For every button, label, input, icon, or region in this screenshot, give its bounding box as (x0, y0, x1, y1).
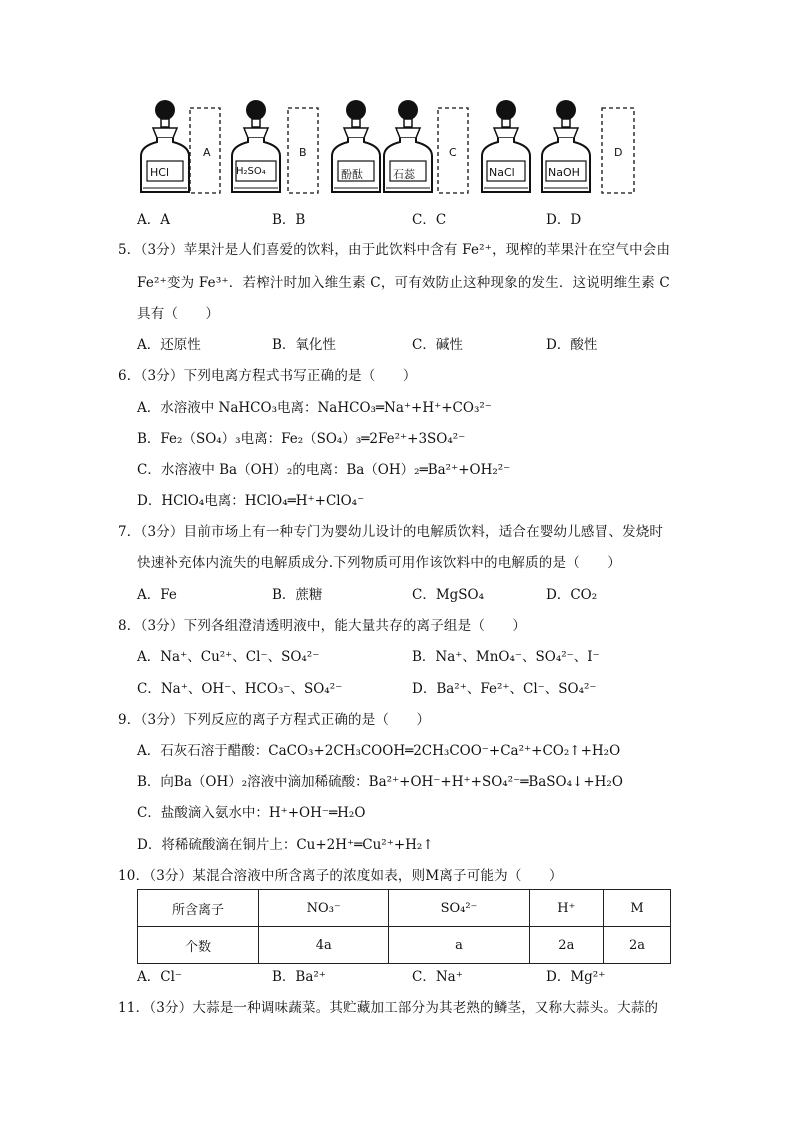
q9-stem: 9．（3分）下列反应的离子方程式正确的是（ ） (118, 712, 431, 728)
table-cell: a (389, 927, 529, 964)
q6-option-d[interactable]: D．HClO₄电离：HClO₄═H⁺+ClO₄⁻ (137, 493, 365, 509)
bottle-label-nacl: NaCl (489, 166, 515, 179)
q9-option-b[interactable]: B．向Ba（OH）₂溶液中滴加稀硫酸：Ba²⁺+OH⁻+H⁺+SO₄²⁻═BaSO₄↓+H₂O (137, 774, 623, 790)
table-cell: 2a (604, 927, 671, 964)
q6-option-c[interactable]: C．水溶液中 Ba（OH）₂的电离：Ba（OH）₂═Ba²⁺+OH₂²⁻ (137, 462, 511, 478)
q7-option-b[interactable]: B．蔗糖 (272, 587, 323, 603)
q5-option-a[interactable]: A．还原性 (137, 337, 201, 353)
table-row (138, 927, 671, 964)
q8-option-b[interactable]: B．Na⁺、MnO₄⁻、SO₄²⁻、I⁻ (412, 649, 600, 665)
q10-option-c[interactable]: C．Na⁺ (412, 969, 463, 985)
q9-option-c[interactable]: C．盐酸滴入氨水中：H⁺+OH⁻═H₂O (137, 805, 366, 821)
q4-option-a[interactable]: A．A (137, 212, 170, 228)
bottle-label-litmus: 石蕊 (393, 168, 415, 181)
q5-option-c[interactable]: C．碱性 (412, 337, 463, 353)
q8-stem: 8．（3分）下列各组澄清透明液中，能大量共存的离子组是（ ） (118, 618, 527, 634)
q10-option-d[interactable]: D．Mg²⁺ (546, 969, 606, 985)
q7-option-a[interactable]: A．Fe (137, 587, 177, 603)
table-cell: SO₄²⁻ (389, 890, 529, 927)
bottle-label-phenolphthalein: 酚酞 (341, 168, 363, 181)
table-cell: H⁺ (529, 890, 604, 927)
bottle-label-hcl: HCl (150, 166, 170, 179)
q5-option-d[interactable]: D．酸性 (546, 337, 598, 353)
q5-stem-line1: 5．（3分）苹果汁是人们喜爱的饮料，由于此饮料中含有 Fe²⁺，现榨的苹果汁在空气中会由 (118, 242, 671, 258)
slot-label-d: D (614, 146, 623, 159)
q11-stem-line1: 11．（3分）大蒜是一种调味蔬菜。其贮藏加工部分为其老熟的鳞茎，又称大蒜头。大蒜的 (118, 1000, 659, 1016)
table-cell: 2a (529, 927, 604, 964)
bottle-label-naoh: NaOH (548, 166, 580, 179)
q8-option-a[interactable]: A．Na⁺、Cu²⁺、Cl⁻、SO₄²⁻ (137, 649, 320, 665)
q5-stem-line3: 具有（ ） (137, 306, 220, 322)
bottle-h2so4 (232, 100, 280, 192)
q4-option-b[interactable]: B．B (272, 212, 306, 228)
q10-option-a[interactable]: A．Cl⁻ (137, 969, 183, 985)
q5-option-b[interactable]: B．氧化性 (272, 337, 336, 353)
table-cell: NO₃⁻ (259, 890, 389, 927)
slot-label-c: C (449, 146, 457, 159)
bottle-label-h2so4: H₂SO₄ (236, 166, 266, 177)
ion-concentration-table (137, 889, 671, 964)
q8-option-d[interactable]: D．Ba²⁺、Fe²⁺、Cl⁻、SO₄²⁻ (412, 681, 597, 697)
slot-label-b: B (299, 146, 307, 159)
q7-option-d[interactable]: D．CO₂ (546, 587, 598, 603)
q9-option-a[interactable]: A．石灰石溶于醋酸：CaCO₃+2CH₃COOH═2CH₃COO⁻+Ca²⁺+CO₂↑+H₂O (137, 743, 621, 759)
q7-stem-line2: 快速补充体内流失的电解质成分.下列物质可用作该饮料中的电解质的是（ ） (137, 555, 621, 571)
q6-option-a[interactable]: A．水溶液中 NaHCO₃电离：NaHCO₃═Na⁺+H⁺+CO₃²⁻ (137, 400, 492, 416)
q8-option-c[interactable]: C．Na⁺、OH⁻、HCO₃⁻、SO₄²⁻ (137, 681, 343, 697)
q4-option-d[interactable]: D．D (546, 212, 582, 228)
table-header-row (138, 890, 671, 927)
q6-stem: 6．（3分）下列电离方程式书写正确的是（ ） (118, 368, 417, 384)
q7-stem-line1: 7．（3分）目前市场上有一种专门为婴幼儿设计的电解质饮料，适合在婴幼儿感冒、发烧时 (118, 524, 664, 540)
q6-option-b[interactable]: B．Fe₂（SO₄）₃电离：Fe₂（SO₄）₃═2Fe²⁺+3SO₄²⁻ (137, 431, 466, 447)
q9-option-d[interactable]: D．将稀硫酸滴在铜片上：Cu+2H⁺═Cu²⁺+H₂↑ (137, 837, 434, 853)
table-cell: 4a (259, 927, 389, 964)
table-cell: 个数 (138, 927, 259, 964)
table-cell: 所含离子 (138, 890, 259, 927)
slot-label-a: A (203, 146, 211, 159)
q7-option-c[interactable]: C．MgSO₄ (412, 587, 485, 603)
q4-option-c[interactable]: C．C (412, 212, 447, 228)
table-cell: M (604, 890, 671, 927)
q10-stem: 10．（3分）某混合溶液中所含离子的浓度如表，则M离子可能为（ ） (118, 868, 563, 884)
q10-option-b[interactable]: B．Ba²⁺ (272, 969, 326, 985)
q5-stem-line2: Fe²⁺变为 Fe³⁺．若榨汁时加入维生素 C，可有效防止这种现象的发生．这说明维生素 C (137, 275, 670, 291)
